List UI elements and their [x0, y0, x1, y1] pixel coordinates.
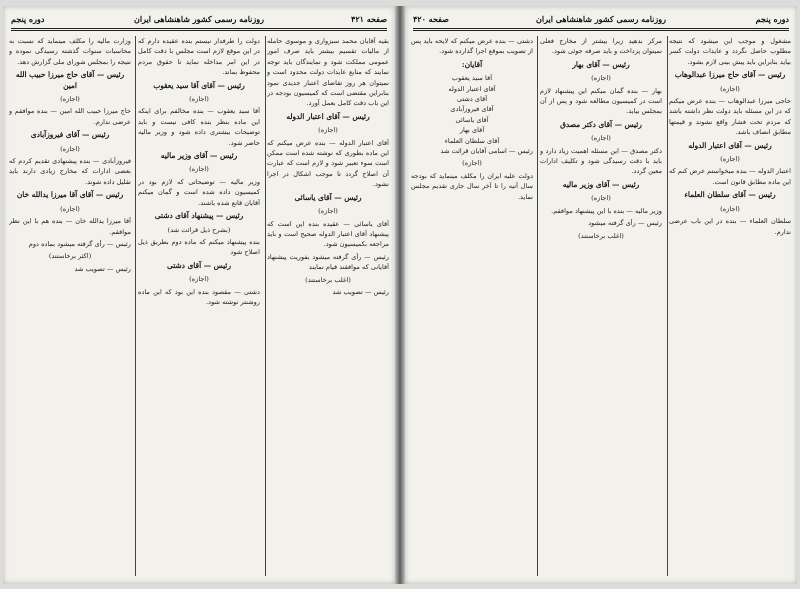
speaker-heading: رئیس — آقای فیروزآبادی [30, 130, 110, 140]
permission-note: (اجازه) [591, 74, 611, 83]
permission-note: (اجازه) [60, 95, 80, 104]
column-rule [537, 36, 538, 576]
speaker-heading: رئیس — آقای حاج میرزا عبدالوهاب [674, 70, 786, 80]
permission-note: (اجازه) [60, 204, 80, 213]
paragraph: رئیس — رأی گرفته میشود بماده دوم [28, 239, 131, 248]
right-column-3 [411, 36, 533, 576]
speaker-heading: رئیس — آقای وزیر مالیه [160, 151, 238, 161]
speaker-heading: رئیس — آقای دکتر مصدق [560, 119, 642, 129]
speaker-heading: رئیس — آقای اعتبار الدوله [688, 140, 772, 150]
left-column-1 [267, 36, 389, 576]
speaker-heading: رئیس — آقای آقا میرزا یدالله خان [16, 190, 124, 200]
paragraph: دولت را طرفدار نیستم بنده عقیده دارم که در این موقع لازم است مجلس با دقت کامل در این امر مداخله نماید تا حقوق مردم محفوظ بماند. [138, 37, 260, 77]
paragraph: دکتر مصدق — این مسئله اهمیت زیاد دارد و باید با دقت رسیدگی شود و تکلیف ادارات معین گردد. [540, 146, 662, 176]
binding-gutter [395, 6, 405, 584]
list-item: آقای بهار [459, 126, 485, 135]
paragraph: دشتی — بنده عرض میکنم که لایحه باید پس از تصویب بموقع اجرا گذارده شود. [411, 37, 533, 56]
paragraph: دشتی — مقصود بنده این بود که این ماده روشنتر نوشته شود. [138, 287, 260, 306]
header-rule [413, 30, 789, 31]
permission-note: (اجازه) [591, 194, 611, 203]
speaker-heading: رئیس — آقای سلطان العلماء [684, 190, 776, 200]
speaker-heading: رئیس — آقای بهار [572, 59, 630, 69]
permission-note: (اجازه) [318, 126, 338, 135]
left-page [3, 6, 395, 584]
right-page-number: صفحه ۴۲۰ [413, 14, 449, 24]
left-page-number: صفحه ۴۲۱ [351, 14, 387, 24]
speaker-heading: رئیس — آقای دشتی [167, 260, 231, 270]
right-page [405, 6, 797, 584]
paragraph: رئیس — اسامی آقایان قرائت شد [440, 147, 533, 156]
list-item: آقای سلطان العلماء [444, 136, 500, 145]
permission-note: (اجازه) [720, 84, 740, 93]
paragraph: بنده پیشنهاد میکنم که ماده دوم بطریق ذیل اصلاح شود [138, 237, 260, 257]
paragraph: وزارت مالیه را مکلف مینماید که نسبت به محاسبات سنوات گذشته رسیدگی نموده و نتیجه را بمجلس شورای ملی گزارش دهد. [9, 37, 131, 66]
paragraph: آقا میرزا یدالله خان — بنده هم با این نظر موافقم. [9, 217, 131, 236]
paragraph: وزیر مالیه — توضیحاتی که لازم بود در کمیسیون داده شده است و گمان میکنم آقایان قانع شده باشند. [138, 177, 260, 207]
right-column-2 [540, 36, 662, 576]
left-page-header [11, 14, 387, 26]
header-rule [11, 28, 387, 29]
paragraph: آقا سید یعقوب — بنده مخالفم برای اینکه این ماده بنظر بنده کافی نیست و باید توضیحات بیشتری داده شود و وزیر مالیه حاضر شود. [138, 107, 260, 147]
permission-note: (اجازه) [189, 95, 209, 104]
speaker-heading: رئیس — آقای وزیر مالیه [562, 179, 640, 189]
left-page-title: روزنامه رسمی کشور شاهنشاهی ایران [134, 14, 264, 24]
list-item: آقای دشتی [456, 95, 488, 104]
permission-note: (اجازه) [189, 275, 209, 284]
permission-note: (اجازه) [189, 165, 209, 174]
header-rule [413, 28, 789, 29]
speaker-heading: رئیس — آقای آقا سید یعقوب [153, 80, 245, 90]
reading-note: (بشرح ذیل قرائت شد) [167, 225, 231, 234]
paragraph: حاج میرزا حبیب الله امین — بنده موافقم و عرضی ندارم. [9, 107, 131, 126]
column-rule [265, 36, 266, 576]
permission-note: (اجازه) [720, 155, 740, 164]
header-rule [11, 30, 387, 31]
list-heading: آقایان: [461, 59, 483, 69]
right-page-title: روزنامه رسمی کشور شاهنشاهی ایران [536, 14, 666, 24]
column-rule [667, 36, 668, 576]
paragraph: رئیس — رأی گرفته میشود بفوریت پیشنهاد آقایانی که موافقند قیام نمایند [267, 252, 389, 272]
permission-note: (اجازه) [462, 159, 482, 168]
paragraph: فیروزآبادی — بنده پیشنهادی تقدیم کردم که بعضی ادارات که مخارج زیادی دارند باید تقلیل داده شوند. [9, 157, 131, 186]
paragraph: مرکز بدهید زیرا بیشتر از مخارج فعلی نمیتوان پرداخت و باید صرفه جوئی شود. [540, 37, 662, 56]
right-page-section: دوره پنجم [755, 14, 789, 24]
right-column-1 [669, 36, 791, 576]
paragraph: اعتبار الدوله — بنده میخواستم عرض کنم که این ماده مطابق قانون است. [669, 167, 791, 186]
speaker-heading: رئیس — آقای یاسائی [294, 192, 362, 202]
column-rule [135, 36, 136, 576]
paragraph: رئیس — رأی گرفته میشود [588, 219, 662, 228]
speaker-heading: رئیس — آقای حاج میرزا حبیب الله امین [15, 70, 125, 90]
paragraph: آقای اعتبار الدوله — بنده عرض میکنم که این ماده بطوری که نوشته شده است ممکن است سوء تعبیر شود و لازم است که عبارت آن اصلاح گردد تا موجب اشکال در اجرا نشود. [267, 138, 389, 189]
vote-note: (اغلب برخاستند) [305, 275, 351, 284]
right-page-header [413, 14, 789, 26]
list-item: آقای اعتبار الدوله [448, 84, 496, 93]
list-item: آقای یاسائی [455, 115, 489, 124]
permission-note: (اجازه) [591, 134, 611, 143]
list-item: آقای فیروزآبادی [450, 105, 494, 114]
paragraph: آقای یاسائی — عقیده بنده این است که پیشنهاد آقای اعتبار الدوله صحیح است و باید مراجعه بکمیسیون شود. [267, 219, 389, 249]
speaker-heading: رئیس — پیشنهاد آقای دشتی [154, 211, 244, 221]
paragraph: بهار — بنده گمان میکنم این پیشنهاد لازم است در کمیسیون مطالعه شود و پس از آن بمجلس بیاید. [540, 86, 662, 116]
left-page-section: دوره پنجم [11, 14, 45, 24]
paragraph: بقیه آقایان محمد سبزواری و موسوی حامله از مالیات تقسیم بیشتر باید صرف امور عمومی مملکت شود و نمایندگان باید توجه نمایند که منابع عایدات دولت محدود است و نمیتوان هر روز تقاضای اعتبار جدیدی نمود بنابراین مقتضی است که کمیسیون بودجه در این باب دقت کامل بعمل آورد. [267, 37, 389, 108]
speaker-heading: رئیس — آقای اعتبار الدوله [286, 111, 370, 121]
vote-note: (اکثر برخاستند) [48, 252, 92, 261]
vote-note: (اغلب برخاستند) [578, 231, 624, 240]
paragraph: سلطان العلماء — بنده در این باب عرضی ندارم. [669, 217, 791, 236]
permission-note: (اجازه) [720, 204, 740, 213]
paragraph: دولت علیه ایران را مکلف مینماید که بودجه سال آتیه را تا آخر سال جاری تقدیم مجلس نماید. [411, 171, 533, 201]
paragraph: مشغول و موجب این میشود که نتیجه مطلوب حاصل نگردد و عایدات دولت کسر بیاید بنابراین باید پیش بینی لازم بشود. [669, 37, 791, 66]
permission-note: (اجازه) [318, 207, 338, 216]
paragraph: وزیر مالیه — بنده با این پیشنهاد موافقم. [551, 206, 662, 215]
paragraph: رئیس — تصویب شد [74, 264, 131, 273]
permission-note: (اجازه) [60, 144, 80, 153]
left-column-3 [9, 36, 131, 576]
list-item: آقا سید یعقوب [451, 74, 493, 83]
paragraph: رئیس — تصویب شد [332, 287, 389, 296]
left-column-2 [138, 36, 260, 576]
paragraph: حاجی میرزا عبدالوهاب — بنده عرض میکنم که در این مسئله باید دولت نظر داشته باشد که مردم تحت فشار واقع نشوند و قیمتها مطابق انصاف باشد. [669, 97, 791, 137]
